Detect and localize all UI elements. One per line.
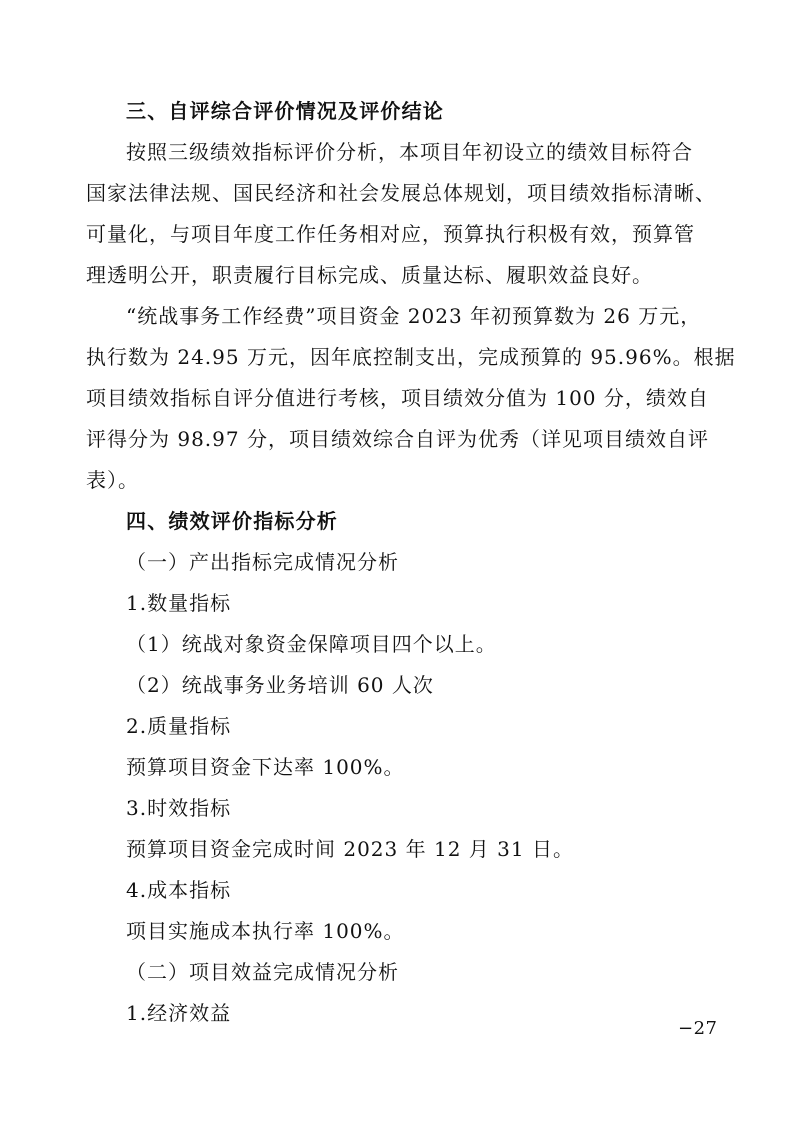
paragraph-line: “统战事务工作经费”项目资金 2023 年初预算数为 26 万元， [126, 304, 702, 328]
paragraph-line: 国家法律法规、国民经济和社会发展总体规划，项目绩效指标清晰、 [86, 181, 716, 205]
paragraph-line: 评得分为 98.97 分，项目绩效综合自评为优秀（详见项目绩效自评 [86, 427, 709, 451]
paragraph-line: 表）。 [86, 468, 139, 492]
item-title-timeliness: 3.时效指标 [126, 796, 232, 820]
list-item: （1）统战对象资金保障项目四个以上。 [126, 632, 497, 656]
section-heading-evaluation-conclusion: 三、自评综合评价情况及评价结论 [126, 99, 444, 123]
item-title-quality: 2.质量指标 [126, 714, 232, 738]
list-item: （2）统战事务业务培训 60 人次 [126, 673, 434, 697]
page-number: −27 [678, 1018, 718, 1039]
item-title-economic: 1.经济效益 [126, 1001, 232, 1025]
item-text-timeliness: 预算项目资金完成时间 2023 年 12 月 31 日。 [126, 837, 574, 861]
item-title-quantity: 1.数量指标 [126, 591, 232, 615]
paragraph-line: 可量化，与项目年度工作任务相对应，预算执行积极有效，预算管 [86, 222, 695, 246]
item-title-cost: 4.成本指标 [126, 878, 232, 902]
subsection-heading-output: （一）产出指标完成情况分析 [126, 550, 399, 574]
paragraph-line: 按照三级绩效指标评价分析，本项目年初设立的绩效目标符合 [126, 140, 693, 164]
section-heading-performance-indicators: 四、绩效评价指标分析 [126, 509, 338, 533]
item-text-quality: 预算项目资金下达率 100%。 [126, 755, 405, 779]
paragraph-line: 项目绩效指标自评分值进行考核，项目绩效分值为 100 分，绩效自 [86, 386, 709, 410]
item-text-cost: 项目实施成本执行率 100%。 [126, 919, 405, 943]
paragraph-line: 执行数为 24.95 万元，因年底控制支出，完成预算的 95.96%。根据 [86, 345, 736, 369]
paragraph-line: 理透明公开，职责履行目标完成、质量达标、履职效益良好。 [86, 263, 653, 287]
subsection-heading-benefits: （二）项目效益完成情况分析 [126, 960, 399, 984]
